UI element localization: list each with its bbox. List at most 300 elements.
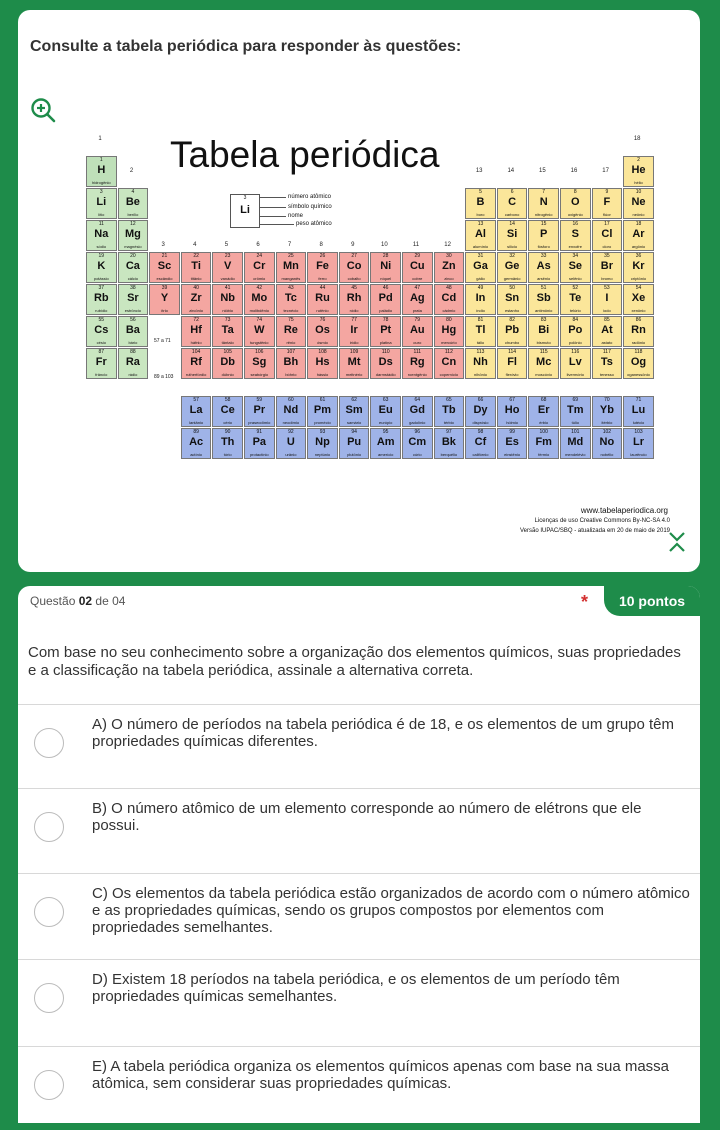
option-a[interactable] [18, 704, 700, 788]
element-cell [528, 428, 559, 459]
element-cell [592, 188, 623, 219]
element-cell [465, 220, 496, 251]
group-number: 16 [570, 168, 578, 174]
element-cell [560, 220, 591, 251]
element-symbol: W [254, 324, 265, 336]
element-symbol: Tc [284, 292, 297, 304]
element-name: magnésio [124, 244, 142, 249]
element-symbol: V [224, 260, 232, 272]
periodic-table-title: Tabela periódica [170, 134, 440, 175]
element-name: rênio [286, 340, 296, 345]
element-symbol: Rg [409, 356, 425, 368]
element-number: 4 [131, 189, 135, 195]
group-number: 9 [351, 242, 355, 248]
group-number: 4 [193, 242, 197, 248]
element-cell [592, 284, 623, 315]
element-symbol: Zr [190, 292, 202, 304]
element-name: césio [96, 340, 106, 345]
element-number: 97 [446, 429, 452, 435]
element-name: tecnécio [283, 308, 299, 313]
element-cell [118, 252, 149, 283]
element-symbol: Cn [441, 356, 457, 368]
element-number: 29 [414, 253, 421, 259]
element-number: 89 [193, 429, 199, 435]
element-number: 49 [477, 285, 484, 291]
element-number: 81 [477, 317, 484, 323]
element-symbol: At [601, 324, 613, 336]
element-cell [339, 252, 370, 283]
radio-option-a[interactable] [34, 728, 64, 758]
element-number: 68 [540, 397, 547, 403]
element-name: hélio [634, 180, 643, 185]
element-name: potássio [93, 276, 109, 281]
element-number: 30 [446, 253, 452, 259]
element-cell [497, 316, 528, 347]
question-counter-prefix: Questão [30, 594, 76, 608]
element-symbol: Tl [475, 324, 486, 336]
element-cell [528, 220, 559, 251]
element-cell [212, 428, 243, 459]
element-symbol: Nd [283, 404, 299, 416]
element-name: berquélio [440, 452, 458, 457]
element-number: 77 [351, 317, 357, 323]
element-cell [118, 220, 149, 251]
element-symbol: Po [568, 324, 583, 336]
element-name: astato [601, 340, 613, 345]
element-name: háfnio [190, 340, 202, 345]
element-name: molibdênio [249, 308, 269, 313]
element-name: prata [412, 308, 422, 313]
element-name: estrôncio [124, 308, 141, 313]
element-number: 34 [572, 253, 579, 259]
element-symbol: Fr [95, 356, 107, 368]
legend-label-number: número atômico [288, 194, 332, 200]
element-number: 16 [572, 221, 579, 227]
element-cell [560, 396, 591, 427]
element-symbol: Cm [408, 436, 427, 448]
element-number: 110 [381, 349, 390, 355]
element-name: tório [223, 452, 232, 457]
element-cell [244, 252, 275, 283]
element-cell [307, 428, 338, 459]
element-name: gálio [476, 276, 485, 281]
element-symbol: K [97, 260, 106, 272]
element-name: germânio [503, 276, 521, 281]
element-name: tenesso [599, 372, 614, 377]
element-number: 3 [99, 189, 103, 195]
element-cell [497, 284, 528, 315]
element-cell [528, 396, 559, 427]
element-cell [307, 396, 338, 427]
element-symbol: Ac [189, 436, 204, 448]
element-cell [528, 252, 559, 283]
element-symbol: Ir [350, 324, 358, 336]
element-number: 91 [256, 429, 263, 435]
element-name: enxofre [568, 244, 582, 249]
element-number: 93 [319, 429, 326, 435]
element-number: 103 [634, 429, 643, 435]
element-number: 10 [635, 189, 642, 195]
element-name: criptônio [630, 276, 647, 281]
required-marker: * [581, 592, 589, 612]
element-cell [465, 188, 496, 219]
element-number: 88 [130, 349, 136, 355]
element-number: 31 [477, 253, 484, 259]
element-number: 41 [224, 285, 231, 291]
element-cell [623, 348, 654, 379]
element-symbol: Mg [124, 228, 141, 240]
element-symbol: Ta [221, 324, 234, 336]
element-symbol: Tb [442, 404, 456, 416]
element-number: 57 [193, 397, 199, 403]
element-name: selênio [568, 276, 582, 281]
element-number: 23 [224, 253, 231, 259]
element-name: gadolínio [409, 420, 426, 425]
element-cell [497, 252, 528, 283]
element-name: chumbo [504, 340, 520, 345]
element-name: nobélio [600, 452, 614, 457]
element-cell [212, 396, 243, 427]
option-d-label: D) Existem 18 períodos na tabela periódica, e os elementos de um período têm propriedades químicas semelhantes. [92, 971, 620, 1005]
element-name: cálcio [127, 276, 138, 281]
legend-cell [230, 194, 260, 228]
element-number: 108 [318, 349, 327, 355]
reference-card [18, 10, 700, 572]
element-cell [86, 252, 117, 283]
element-cell [181, 396, 212, 427]
element-name: plutônio [347, 452, 362, 457]
element-number: 112 [444, 349, 453, 355]
element-cell [370, 284, 401, 315]
element-cell [149, 252, 180, 283]
element-name: neônio [632, 212, 645, 217]
element-cell [623, 156, 654, 187]
element-cell [402, 428, 433, 459]
collapse-icon[interactable] [665, 530, 689, 554]
element-name: escândio [156, 276, 173, 281]
element-name: índio [476, 308, 485, 313]
element-symbol: Co [346, 260, 362, 272]
option-b-label: B) O número atômico de um elemento corresponde ao número de elétrons que ele possui. [92, 800, 642, 834]
element-symbol: Bh [283, 356, 299, 368]
element-cell [339, 348, 370, 379]
element-number: 46 [382, 285, 389, 291]
group-number: 3 [161, 242, 165, 248]
element-name: manganês [281, 276, 301, 281]
element-symbol: Cs [94, 324, 109, 336]
element-symbol: Si [506, 228, 518, 240]
element-cell [560, 428, 591, 459]
element-name: titânio [190, 276, 202, 281]
element-symbol: Lu [631, 404, 646, 416]
element-name: silício [507, 244, 518, 249]
element-number: 73 [224, 317, 231, 323]
group-number: 13 [475, 168, 483, 174]
element-cell [465, 252, 496, 283]
element-cell [497, 428, 528, 459]
element-number: 75 [288, 317, 294, 323]
element-symbol: Nb [220, 292, 236, 304]
element-symbol: Mn [282, 260, 299, 272]
element-symbol: Mc [536, 356, 552, 368]
element-name: bismuto [536, 340, 551, 345]
element-number: 105 [223, 349, 232, 355]
element-cell [434, 284, 465, 315]
element-number: 113 [476, 349, 485, 355]
element-name: nihônio [474, 372, 487, 377]
element-cell [560, 284, 591, 315]
element-number: 44 [319, 285, 326, 291]
element-symbol: F [603, 196, 611, 208]
element-symbol: Th [220, 436, 235, 448]
element-name: mercúrio [441, 340, 457, 345]
element-name: mendelévio [565, 452, 586, 457]
element-cell [370, 348, 401, 379]
element-symbol: Zn [442, 260, 456, 272]
element-cell [528, 348, 559, 379]
element-cell [149, 284, 180, 315]
element-number: 116 [571, 349, 580, 355]
element-number: 67 [509, 397, 515, 403]
element-name: tântalo [221, 340, 234, 345]
zoom-in-icon[interactable] [30, 97, 56, 123]
element-symbol: Se [568, 260, 583, 272]
element-cell [118, 316, 149, 347]
element-number: 109 [349, 349, 359, 355]
element-cell [434, 428, 465, 459]
element-symbol: Fl [507, 356, 517, 368]
element-symbol: Fe [316, 260, 329, 272]
element-symbol: H [97, 164, 106, 176]
element-number: 79 [414, 317, 421, 323]
radio-option-e[interactable] [34, 1070, 64, 1100]
element-number: 84 [572, 317, 579, 323]
element-number: 22 [193, 253, 199, 259]
element-name: cádmio [442, 308, 456, 313]
option-c[interactable] [18, 873, 700, 957]
element-name: telúrio [569, 308, 581, 313]
element-name: dúbnio [221, 372, 234, 377]
element-symbol: Rn [631, 324, 646, 336]
periodic-table-url: www.tabelaperiodica.org [580, 506, 668, 515]
element-symbol: Bk [441, 436, 456, 448]
element-cell [623, 188, 654, 219]
element-cell [370, 428, 401, 459]
element-name: lítio [98, 212, 105, 217]
element-name: rutênio [316, 308, 329, 313]
element-symbol: La [189, 404, 203, 416]
element-name: hidrogênio [91, 180, 111, 185]
element-number: 19 [98, 253, 105, 259]
element-symbol: Hg [441, 324, 457, 336]
element-symbol: Og [630, 356, 647, 368]
element-name: neodímio [282, 420, 300, 425]
element-cell [592, 348, 623, 379]
element-symbol: Pd [378, 292, 393, 304]
element-cell [623, 428, 654, 459]
element-symbol: Dy [473, 404, 488, 416]
element-cell [402, 316, 433, 347]
element-name: meitnério [345, 372, 363, 377]
element-number: 43 [288, 285, 294, 291]
element-name: radônio [631, 340, 646, 345]
element-symbol: Xe [631, 292, 646, 304]
radio-option-c[interactable] [34, 897, 64, 927]
element-symbol: Ni [380, 260, 392, 272]
question-card [18, 586, 700, 1123]
element-number: 111 [413, 349, 422, 355]
element-cell [560, 188, 591, 219]
element-symbol: Li [96, 196, 107, 208]
element-cell [402, 396, 433, 427]
element-cell [276, 252, 307, 283]
element-number: 114 [508, 349, 517, 355]
element-cell [276, 284, 307, 315]
element-symbol: Ce [220, 404, 235, 416]
element-cell [86, 348, 117, 379]
element-symbol: Db [220, 356, 236, 368]
element-symbol: Te [569, 292, 582, 304]
element-symbol: Am [376, 436, 395, 448]
element-symbol: Ag [409, 292, 425, 304]
reference-title: Consulte a tabela periódica para responder às questões: [30, 38, 462, 55]
element-cell [181, 428, 212, 459]
lanthanide-range-label: 57 a 71 [154, 338, 171, 344]
element-cell [528, 316, 559, 347]
element-cell [465, 284, 496, 315]
element-cell [497, 396, 528, 427]
element-name: bário [128, 340, 138, 345]
element-cell [623, 252, 654, 283]
element-number: 15 [540, 221, 547, 227]
element-symbol: Rb [93, 292, 109, 304]
element-number: 102 [602, 429, 612, 435]
element-number: 45 [351, 285, 357, 291]
periodic-table-footer-2: Versão IUPAC/SBQ - atualizada em 20 de maio de 2019 [520, 528, 670, 534]
element-symbol: Ca [125, 260, 140, 272]
element-name: flúor [603, 212, 611, 217]
element-cell [86, 220, 117, 251]
element-name: cloro [602, 244, 612, 249]
element-name: estanho [504, 308, 520, 313]
element-number: 56 [130, 317, 136, 323]
element-number: 7 [542, 189, 546, 195]
element-name: amerício [378, 452, 394, 457]
element-cell [592, 428, 623, 459]
element-symbol: O [571, 196, 580, 208]
legend-label-name: nome [288, 213, 304, 219]
element-symbol: Pa [252, 436, 267, 448]
radio-option-d[interactable] [34, 983, 64, 1013]
element-number: 92 [288, 429, 294, 435]
element-number: 95 [382, 429, 389, 435]
element-number: 53 [604, 285, 610, 291]
element-name: rádio [128, 372, 138, 377]
element-cell [497, 348, 528, 379]
element-symbol: Sc [157, 260, 172, 272]
element-name: alumínio [472, 244, 489, 249]
element-number: 104 [191, 349, 201, 355]
element-symbol: Eu [378, 404, 393, 416]
element-number: 6 [510, 189, 514, 195]
element-cell [339, 316, 370, 347]
actinide-range-label: 89 a 103 [154, 374, 174, 380]
element-symbol: Cr [253, 260, 266, 272]
element-name: boro [476, 212, 485, 217]
element-cell [181, 316, 212, 347]
legend-label-symbol: símbolo químico [288, 204, 332, 210]
element-cell [497, 188, 528, 219]
element-number: 17 [604, 221, 610, 227]
option-e-label: E) A tabela periódica organiza os elementos químicos apenas com base na sua massa atômica, sem considerar suas propriedades químicas. [92, 1058, 670, 1092]
element-symbol: Pu [347, 436, 362, 448]
element-number: 50 [509, 285, 515, 291]
element-name: tungstênio [250, 340, 269, 345]
question-counter-suffix: de 04 [95, 594, 126, 608]
element-number: 101 [571, 429, 580, 435]
element-symbol: Ga [473, 260, 488, 272]
periodic-table-legend [230, 194, 450, 234]
element-number: 8 [573, 189, 577, 195]
element-cell [434, 252, 465, 283]
element-name: iodo [603, 308, 611, 313]
element-symbol: Na [94, 228, 109, 240]
element-name: nióbio [222, 308, 234, 313]
element-symbol: Np [315, 436, 330, 448]
element-name: roentgênio [407, 372, 427, 377]
option-d[interactable] [18, 959, 700, 1043]
option-b[interactable] [18, 788, 700, 872]
element-name: zircônio [189, 308, 203, 313]
element-name: praseodímio [248, 420, 271, 425]
element-number: 96 [414, 429, 421, 435]
element-name: európio [379, 420, 393, 425]
element-name: hássio [316, 372, 329, 377]
element-number: 21 [161, 253, 168, 259]
element-cell [307, 316, 338, 347]
element-number: 5 [479, 189, 482, 195]
element-number: 71 [635, 397, 642, 403]
element-symbol: No [599, 436, 615, 448]
element-name: carbono [504, 212, 520, 217]
element-symbol: Cf [474, 436, 487, 448]
element-cell [244, 284, 275, 315]
element-symbol: Ho [504, 404, 520, 416]
element-cell [276, 396, 307, 427]
element-cell [118, 188, 149, 219]
element-name: bóhrio [285, 372, 297, 377]
element-cell [402, 252, 433, 283]
element-symbol: Au [409, 324, 425, 336]
legend-symbol: Li [240, 204, 250, 216]
element-name: férmio [538, 452, 550, 457]
radio-option-b[interactable] [34, 812, 64, 842]
element-cell [244, 396, 275, 427]
element-symbol: Kr [632, 260, 645, 272]
element-cell [434, 396, 465, 427]
element-number: 78 [382, 317, 389, 323]
element-cell [623, 316, 654, 347]
element-name: hólmio [506, 420, 518, 425]
option-c-label: C) Os elementos da tabela periódica estão organizados de acordo com o número atômico e as propriedades químicas, sendo os grupos compostos por elementos com propriedades semelhantes. [92, 885, 690, 936]
element-symbol: Mo [251, 292, 268, 304]
element-number: 28 [382, 253, 389, 259]
element-symbol: Cd [441, 292, 457, 304]
element-name: lutécio [632, 420, 645, 425]
element-cell [86, 284, 117, 315]
element-cell [86, 188, 117, 219]
option-e[interactable] [18, 1046, 700, 1130]
